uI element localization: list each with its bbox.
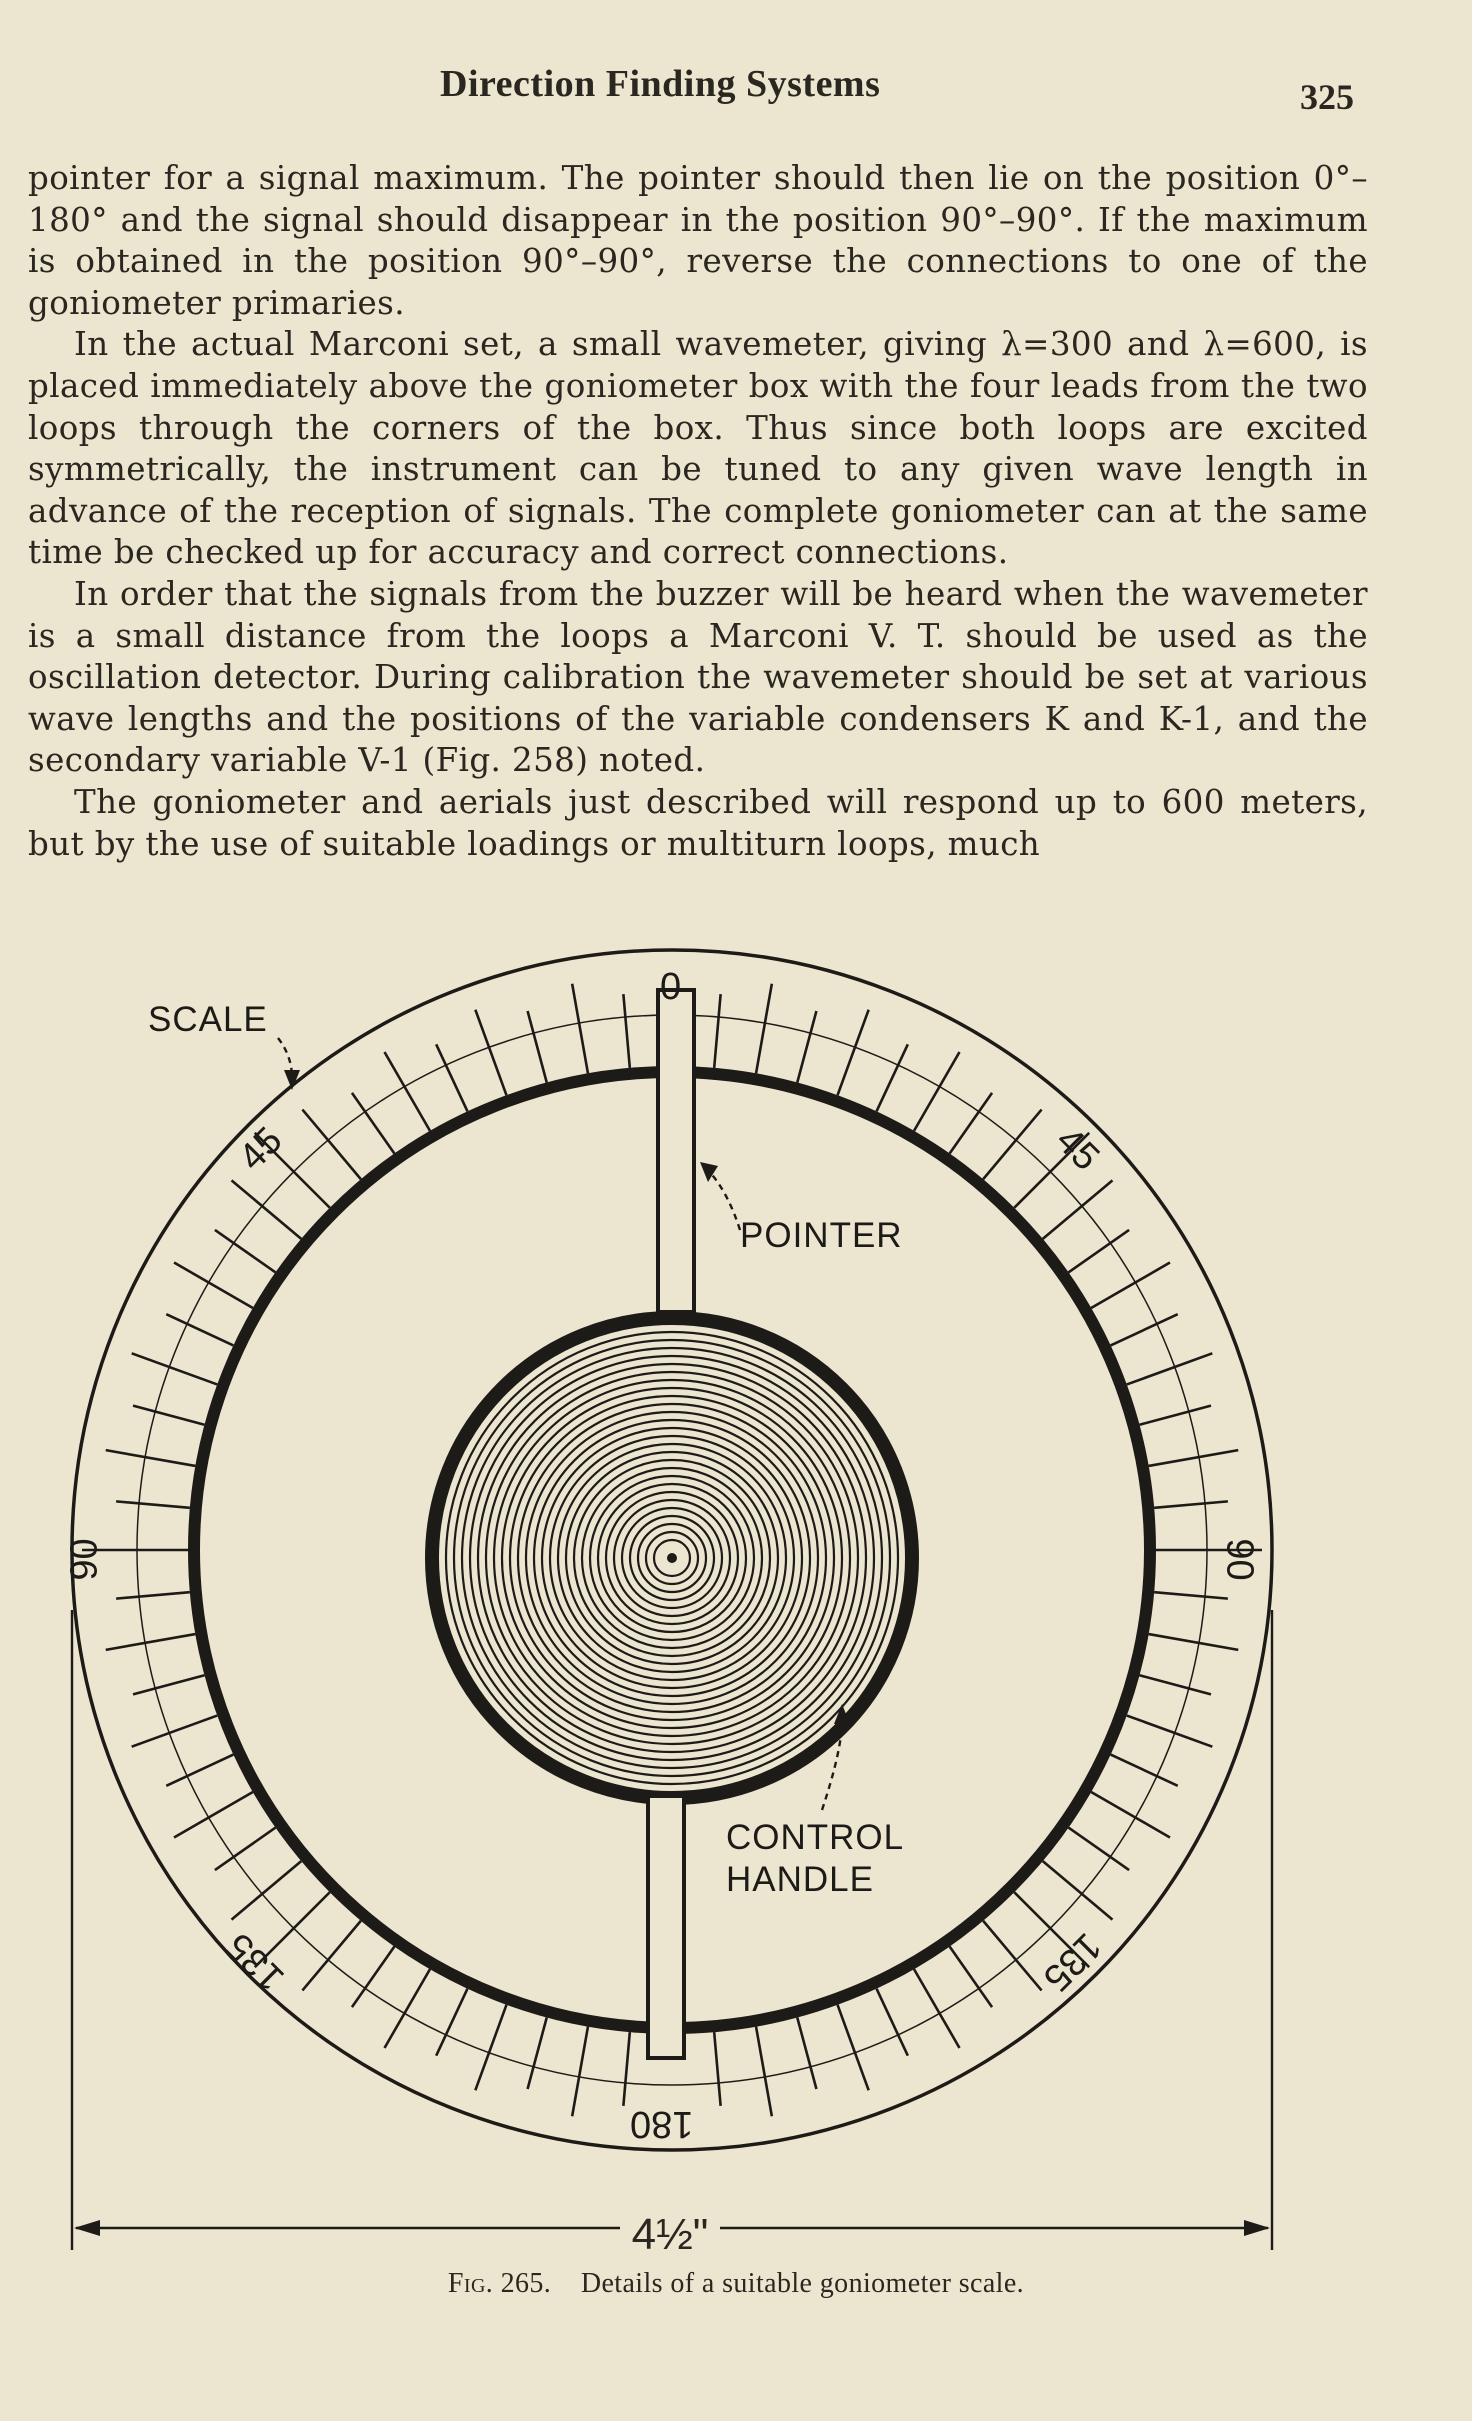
scale-tick: [385, 1052, 431, 1131]
scale-number-135-right: 135: [1034, 1924, 1110, 2000]
scale-tick: [116, 1501, 190, 1507]
scale-tick: [797, 1011, 816, 1082]
diameter-dimension: 4½": [631, 2210, 709, 2259]
scale-number-180: 180: [630, 2103, 694, 2145]
paragraph: In order that the signals from the buzzer will be heard when the wavemeter is a small distance from the loops a Marconi V. T. should be used as the oscillation detector. During calibration the wavemeter should be set at various wave lengths and the positions of the variable condensers K and K-1, and the secondary variable V-1 (Fig. 258) noted.: [28, 574, 1368, 780]
scale-tick: [528, 2018, 547, 2089]
scale-tick: [914, 1052, 960, 1131]
scale-tick: [983, 1921, 1041, 1991]
figure-number: Fig. 265.: [447, 2268, 552, 2299]
scale-tick: [756, 2027, 772, 2117]
scale-number-45-left: 45: [230, 1119, 291, 1179]
scale-tick: [215, 1828, 276, 1870]
scale-tick: [436, 1044, 467, 1111]
pointer-lower: [648, 1796, 684, 2058]
scale-tick: [877, 1044, 908, 1111]
scale-tick: [983, 1110, 1041, 1180]
scale-tick: [1154, 1592, 1228, 1598]
scale-tick: [1140, 1406, 1211, 1425]
scale-tick: [1043, 1180, 1113, 1238]
scale-tick: [877, 1989, 908, 2056]
paragraph: In the actual Marconi set, a small wavemeter, giving λ=300 and λ=600, is placed immediately above the goniometer box with the four leads from the two loops through the corners of the box. Thus since both loops are excited symmetrically, the instrument can be tuned to any given wave length in advance of the reception of signals. The complete goniometer can at the same time be checked up for accuracy and correct connections.: [28, 325, 1368, 572]
scale-tick: [1127, 1716, 1213, 1747]
scale-tick: [838, 2005, 869, 2091]
scale-tick: [756, 984, 772, 1074]
scale-tick: [166, 1314, 233, 1345]
scale-tick: [1149, 1634, 1239, 1650]
scale-tick: [528, 1011, 547, 1082]
knob-center: [667, 1553, 677, 1563]
scale-tick: [133, 1406, 204, 1425]
scale-tick: [1149, 1450, 1239, 1466]
scale-tick: [436, 1989, 467, 2056]
scale-tick: [132, 1353, 218, 1384]
pointer-leader: [708, 1170, 740, 1230]
scale-tick: [1111, 1755, 1178, 1786]
scale-tick: [1127, 1353, 1213, 1384]
scale-tick: [714, 994, 720, 1068]
scale-tick: [623, 2032, 629, 2106]
scale-tick: [714, 2032, 720, 2106]
pointer-label: POINTER: [740, 1216, 903, 1255]
scale-tick: [174, 1792, 253, 1838]
scale-tick: [623, 994, 629, 1068]
goniometer-scale-drawing: [0, 930, 1472, 2310]
paragraph: pointer for a signal maximum. The pointer should then lie on the position 0°–180° and the signal should disappear in the position 90°–90°. If the maximum is obtained in the position 90°–90°, reverse the connections to one of the goniometer primaries.: [28, 159, 1368, 322]
scale-tick: [1111, 1314, 1178, 1345]
scale-tick: [106, 1450, 196, 1466]
page-header: [0, 62, 1472, 122]
scale-tick: [385, 1969, 431, 2048]
pointer-upper: [658, 990, 694, 1312]
scale-number-0: 0: [660, 966, 682, 1008]
scale-number-90-right: 90: [1218, 1538, 1261, 1581]
scale-tick: [1091, 1263, 1170, 1309]
scale-tick: [1043, 1861, 1113, 1919]
scale-tick: [1091, 1792, 1170, 1838]
scale-tick: [302, 1110, 360, 1180]
scale-label: SCALE: [148, 1000, 268, 1039]
scale-tick: [352, 1946, 394, 2007]
scale-tick: [232, 1861, 302, 1919]
paragraph: The goniometer and aerials just described will respond up to 600 meters, but by the use of suitable loadings or multiturn loops, much: [28, 782, 1368, 863]
scale-tick: [914, 1969, 960, 2048]
dim-arrow-right: [1244, 2220, 1270, 2236]
scale-tick: [950, 1093, 992, 1154]
page-number: 325: [1300, 77, 1354, 117]
control-handle-knob: [432, 1318, 912, 1798]
scale-tick: [572, 984, 588, 1074]
scale-tick: [1154, 1501, 1228, 1507]
scale-number-45-right: 45: [1047, 1119, 1108, 1179]
scale-tick: [116, 1592, 190, 1598]
scale-tick: [352, 1093, 394, 1154]
figure-caption: [0, 2268, 1472, 2300]
control-handle-label-line1: CONTROL: [726, 1818, 905, 1857]
scale-tick: [166, 1755, 233, 1786]
figure-caption-text: Details of a suitable goniometer scale.: [580, 2268, 1025, 2299]
scale-number-135-left: 135: [218, 1924, 293, 2000]
running-title: Direction Finding Systems: [440, 63, 881, 105]
scale-tick: [475, 1010, 506, 1096]
scale-number-90-left: 90: [63, 1538, 106, 1581]
scale-tick: [132, 1716, 218, 1747]
goniometer-figure: [0, 930, 1472, 2310]
scale-tick: [572, 2027, 588, 2117]
scale-tick: [950, 1946, 992, 2007]
dim-arrow-left: [74, 2220, 100, 2236]
scale-tick: [215, 1230, 276, 1272]
body-text: [28, 158, 1368, 865]
scale-tick: [302, 1921, 360, 1991]
scale-tick: [1068, 1828, 1129, 1870]
scale-tick: [797, 2018, 816, 2089]
scale-tick: [475, 2005, 506, 2091]
scale-tick: [838, 1010, 869, 1096]
scale-tick: [133, 1675, 204, 1694]
scale-tick: [1140, 1675, 1211, 1694]
scale-tick: [174, 1263, 253, 1309]
control-handle-label-line2: HANDLE: [726, 1860, 874, 1899]
scale-tick: [232, 1180, 302, 1238]
scale-tick: [1068, 1230, 1129, 1272]
scale-tick: [106, 1634, 196, 1650]
